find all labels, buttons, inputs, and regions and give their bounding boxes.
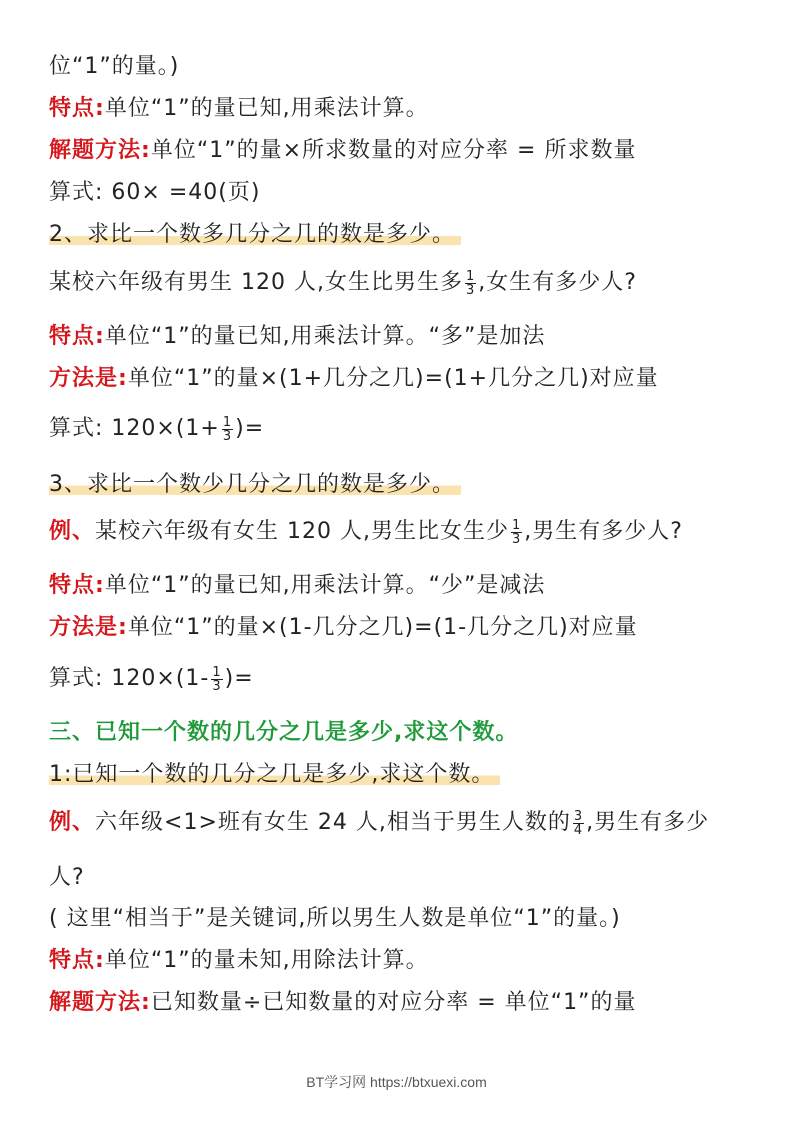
feature-label: 特点: <box>49 324 105 349</box>
fraction-numerator: 3 <box>573 808 584 824</box>
method-text: 已知数量÷已知数量的对应分率 = 单位“1”的量 <box>150 990 637 1015</box>
fraction <box>573 810 584 837</box>
section-heading-3 <box>49 470 461 500</box>
fraction-denominator: 4 <box>573 822 584 838</box>
feature-text: 单位“1”的量已知,用乘法计算。“多”是加法 <box>104 324 546 349</box>
fraction <box>222 416 233 443</box>
example-line <box>49 268 637 298</box>
fraction-numerator: 1 <box>212 664 222 680</box>
method-line <box>49 364 659 394</box>
method-line <box>49 136 636 166</box>
example-text: ,男生有多少 <box>586 810 710 835</box>
fraction <box>511 519 522 546</box>
method-line <box>49 988 636 1018</box>
example-text: ,女生有多少人? <box>478 270 637 295</box>
feature-line <box>49 946 429 976</box>
feature-text: 单位“1”的量未知,用除法计算。 <box>104 948 429 973</box>
formula-line <box>49 414 264 444</box>
feature-text: 单位“1”的量已知,用乘法计算。 <box>104 96 429 121</box>
feature-line <box>49 94 429 124</box>
formula-line <box>49 664 254 694</box>
fraction <box>465 270 476 297</box>
feature-line <box>49 322 545 352</box>
formula-line: 算式: 60× =40(页) <box>49 180 261 205</box>
formula-text: )= <box>235 416 265 441</box>
text-line: 位“1”的量。) <box>49 54 180 79</box>
fraction-denominator: 3 <box>222 428 233 444</box>
method-label: 方法是: <box>49 615 128 640</box>
sub-heading-1 <box>49 760 500 790</box>
example-text: 某校六年级有男生 120 人,女生比男生多 <box>49 270 463 295</box>
fraction-denominator: 3 <box>465 282 476 298</box>
page-footer: BT学习网 https://btxuexi.com <box>306 1074 487 1090</box>
feature-line <box>49 571 545 601</box>
method-text: 单位“1”的量×(1-几分之几)=(1-几分之几)对应量 <box>127 615 638 640</box>
feature-label: 特点: <box>49 948 105 973</box>
section-heading-three: 三、已知一个数的几分之几是多少,求这个数。 <box>49 720 519 745</box>
method-text: 单位“1”的量×(1+几分之几)=(1+几分之几)对应量 <box>127 366 659 391</box>
fraction-denominator: 3 <box>512 531 522 547</box>
example-text: ,男生有多少人? <box>524 519 683 544</box>
fraction-numerator: 1 <box>222 414 233 430</box>
fraction-denominator: 3 <box>212 678 222 694</box>
method-label: 解题方法: <box>49 990 151 1015</box>
formula-text: 算式: 120×(1- <box>49 666 210 691</box>
note-line: ( 这里“相当于”是关键词,所以男生人数是单位“1”的量。) <box>49 906 621 931</box>
formula-text: 算式: 120×(1+ <box>49 416 220 441</box>
feature-text: 单位“1”的量已知,用乘法计算。“少”是减法 <box>104 573 546 598</box>
example-text: 某校六年级有女生 120 人,男生比女生少 <box>95 519 509 544</box>
formula-text: )= <box>224 666 254 691</box>
method-line <box>49 613 638 643</box>
method-label: 方法是: <box>49 366 128 391</box>
fraction-numerator: 1 <box>465 268 476 284</box>
feature-label: 特点: <box>49 573 105 598</box>
feature-label: 特点: <box>49 96 105 121</box>
example-text: 六年级<1>班有女生 24 人,相当于男生人数的 <box>95 810 571 835</box>
highlighted-heading: 1:已知一个数的几分之几是多少,求这个数。 <box>49 762 500 787</box>
method-label: 解题方法: <box>49 138 151 163</box>
highlighted-heading: 3、求比一个数少几分之几的数是多少。 <box>49 472 461 497</box>
section-heading-2 <box>49 220 461 250</box>
example-label: 例、 <box>49 810 96 835</box>
example-line <box>49 517 683 547</box>
example-line <box>49 808 709 838</box>
example-label: 例、 <box>49 519 96 544</box>
example-continuation: 人? <box>49 865 85 890</box>
fraction <box>211 666 222 693</box>
method-text: 单位“1”的量×所求数量的对应分率 = 所求数量 <box>150 138 637 163</box>
fraction-numerator: 1 <box>512 517 522 533</box>
highlighted-heading: 2、求比一个数多几分之几的数是多少。 <box>49 222 461 247</box>
